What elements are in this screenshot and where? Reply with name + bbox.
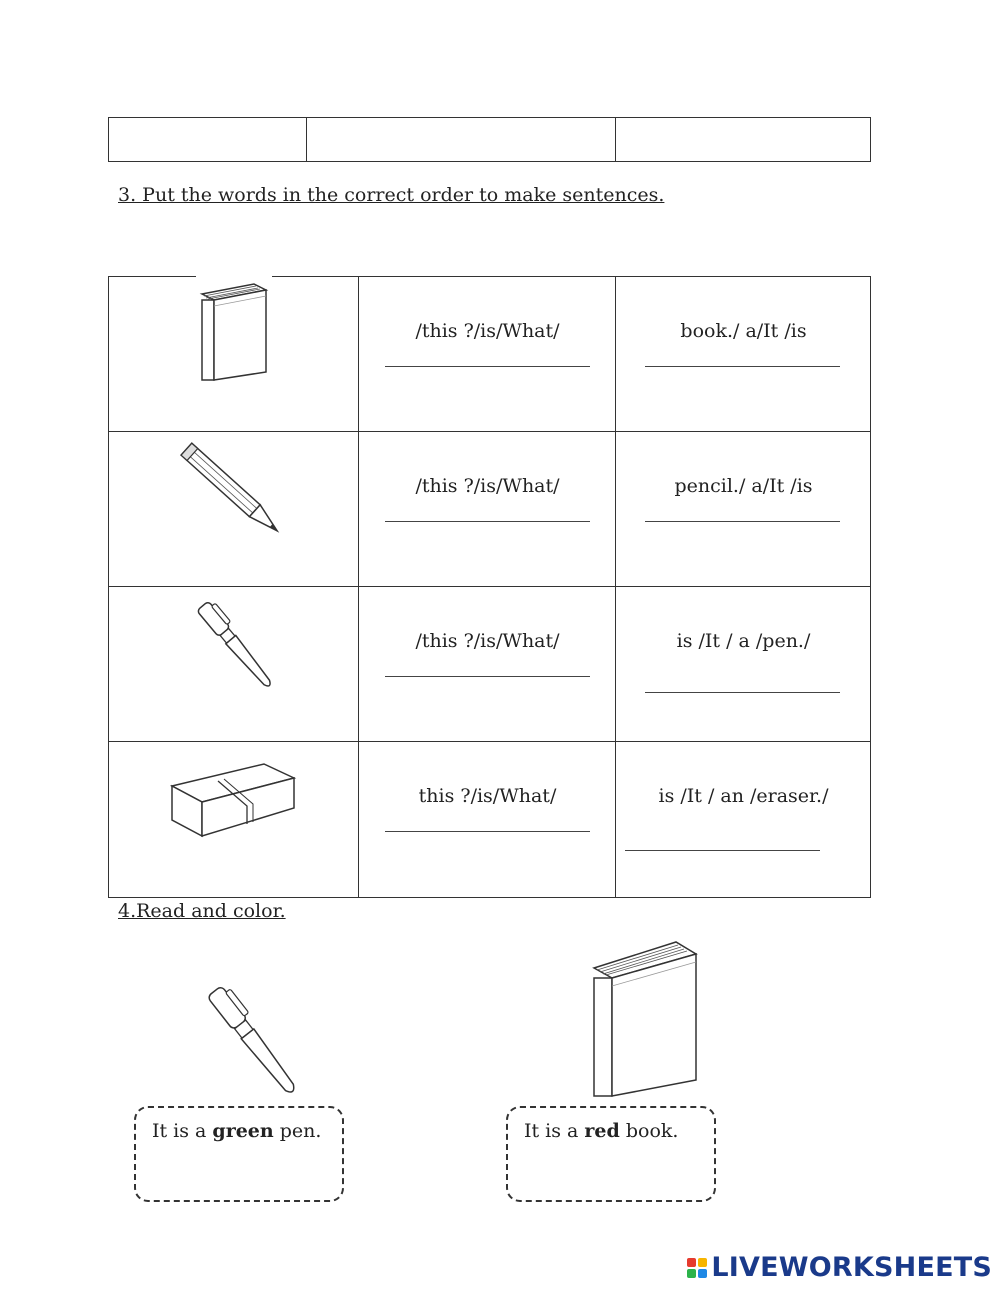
question-answer-input[interactable]: [385, 344, 590, 367]
table-col-divider: [358, 276, 359, 898]
question-prompt: /this ?/is/What/: [415, 630, 560, 652]
section4-heading: 4.Read and color.: [118, 900, 286, 922]
book-icon: [196, 276, 272, 384]
question-answer-input[interactable]: [385, 499, 590, 522]
question-prompt: this ?/is/What/: [418, 785, 557, 807]
color-word: red: [584, 1120, 620, 1142]
pen-icon: [192, 972, 308, 1102]
eraser-icon: [152, 742, 316, 868]
sentence-answer-input[interactable]: [645, 670, 840, 693]
top-table-divider: [615, 117, 616, 162]
question-answer-input[interactable]: [385, 809, 590, 832]
logo-mark-icon: [687, 1258, 707, 1278]
brand-name: LIVEWORKSHEETS: [711, 1252, 992, 1283]
table-col-divider: [615, 276, 616, 898]
question-answer-input[interactable]: [385, 654, 590, 677]
book-icon: [588, 940, 704, 1100]
pencil-icon: [168, 432, 300, 552]
sentence-suffix: pen.: [273, 1120, 322, 1142]
sentence-prefix: It is a: [524, 1120, 585, 1142]
sentence-answer-input[interactable]: [645, 344, 840, 367]
question-prompt: /this ?/is/What/: [415, 320, 560, 342]
answer-prompt: book./ a/It /is: [680, 320, 807, 342]
top-table: [108, 117, 871, 162]
question-prompt: /this ?/is/What/: [415, 475, 560, 497]
sentence-answer-input[interactable]: [625, 828, 820, 851]
pen-icon: [185, 587, 281, 699]
sentence-answer-input[interactable]: [645, 499, 840, 522]
liveworksheets-logo: [687, 1252, 992, 1283]
section3-heading: 3. Put the words in the correct order to make sentences.: [118, 184, 665, 206]
top-table-divider: [306, 117, 307, 162]
color-prompt-box[interactable]: [506, 1106, 716, 1202]
color-word: green: [212, 1120, 274, 1142]
answer-prompt: is /It / a /pen./: [676, 630, 811, 652]
answer-prompt: pencil./ a/It /is: [674, 475, 813, 497]
sentence-prefix: It is a: [152, 1120, 213, 1142]
answer-prompt: is /It / an /eraser./: [658, 785, 829, 807]
sentence-suffix: book.: [619, 1120, 679, 1142]
color-prompt-box[interactable]: [134, 1106, 344, 1202]
